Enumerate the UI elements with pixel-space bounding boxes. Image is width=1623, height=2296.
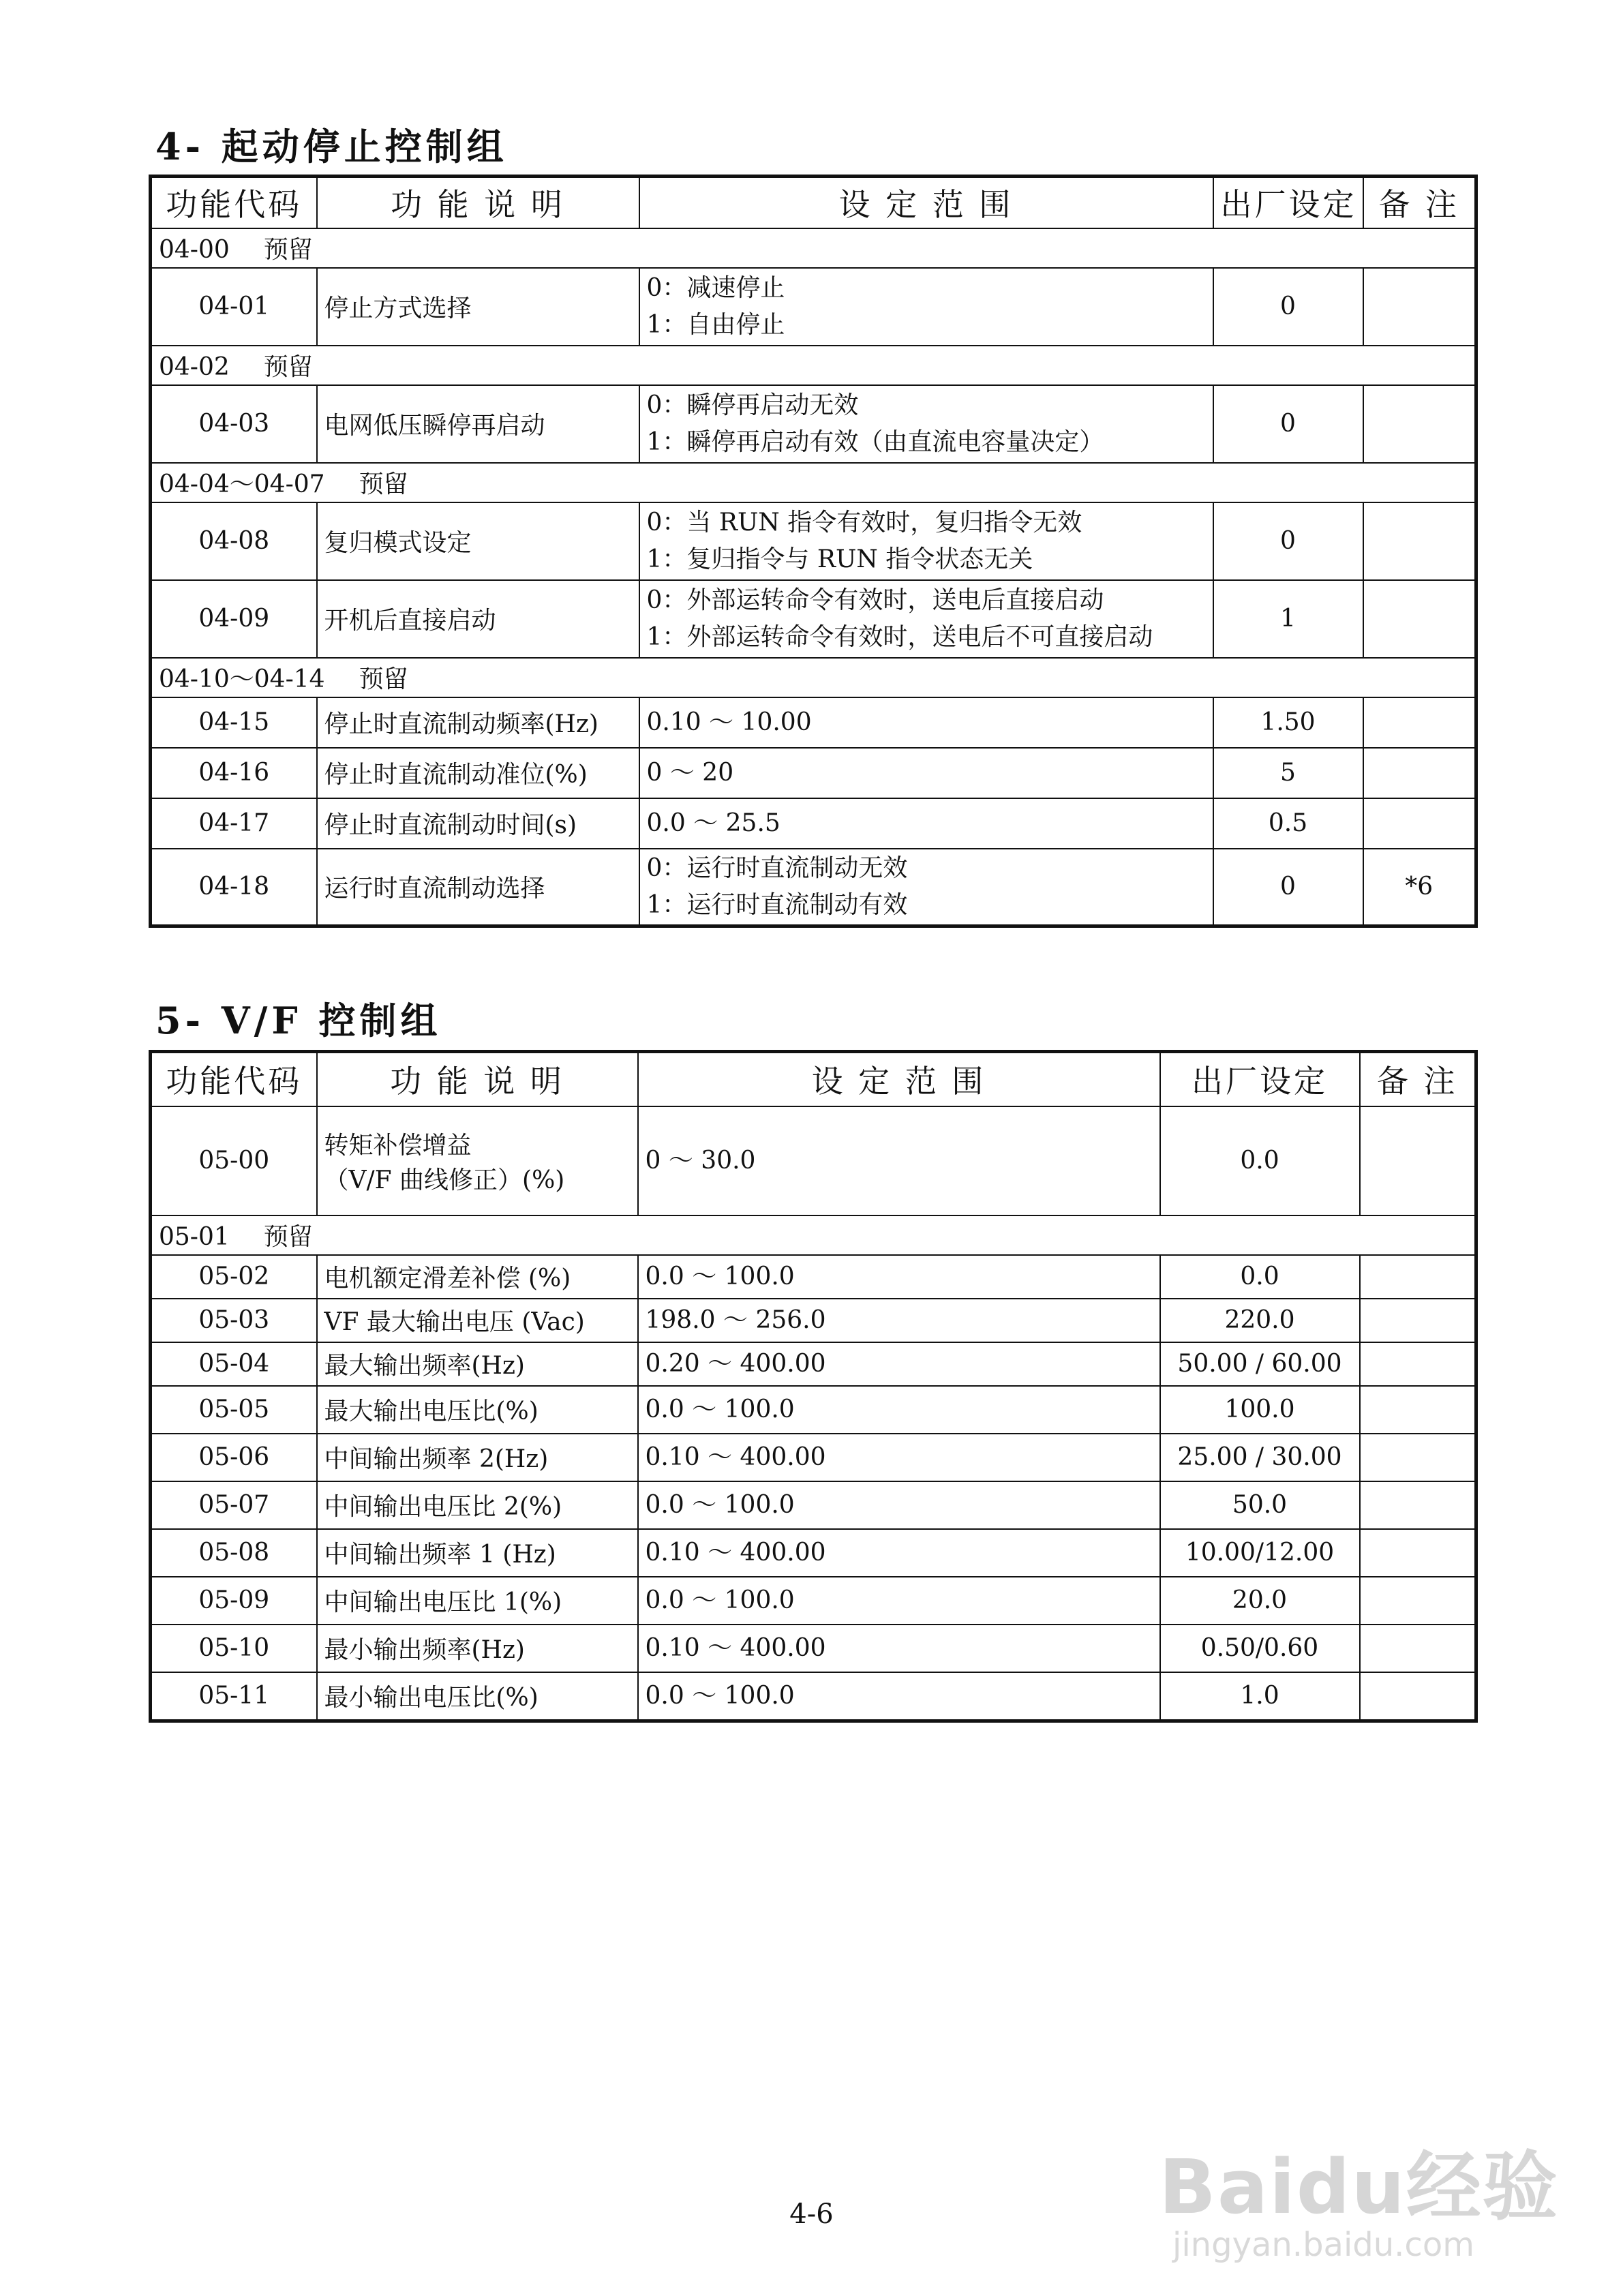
param-range — [639, 502, 1213, 580]
param-range — [638, 1529, 1160, 1577]
table-row — [151, 748, 1476, 798]
watermark-logo: Baidu经验 — [1159, 2143, 1559, 2231]
reserved-label: 预留 — [359, 665, 408, 693]
param-default: 220.0 — [1160, 1299, 1360, 1342]
range-line: 0.0 ～ 100.0 — [645, 1490, 795, 1519]
param-note — [1360, 1672, 1476, 1721]
param-note — [1363, 798, 1476, 849]
param-code: 04-01 — [151, 268, 317, 346]
param-note — [1363, 502, 1476, 580]
param-range — [638, 1342, 1160, 1386]
param-default: 1.0 — [1160, 1672, 1360, 1721]
param-note — [1360, 1481, 1476, 1529]
header-desc: 功 能 说 明 — [317, 177, 639, 228]
param-description — [317, 1106, 638, 1215]
header-default: 出厂设定 — [1213, 177, 1363, 228]
range-line: 0：外部运转命令有效时，送电后直接启动 — [646, 586, 1104, 614]
param-description: 中间输出频率 2(Hz) — [317, 1434, 638, 1481]
param-range — [638, 1672, 1160, 1721]
range-line: 0：瞬停再启动无效 — [646, 391, 859, 419]
section-4-title: 4- 起动停止控制组 — [155, 125, 508, 168]
header-default: 出厂设定 — [1160, 1052, 1360, 1106]
param-range — [638, 1106, 1160, 1215]
param-code: 05-07 — [151, 1481, 317, 1529]
param-default: 0.50/0.60 — [1160, 1625, 1360, 1672]
param-code: 04-00 — [159, 236, 230, 264]
param-note — [1363, 385, 1476, 463]
param-code: 04-16 — [151, 748, 317, 798]
param-default: 25.00 / 30.00 — [1160, 1434, 1360, 1481]
param-default: 0 — [1213, 385, 1363, 463]
param-note: *6 — [1363, 849, 1476, 926]
param-code: 04-04～04-07 — [159, 470, 325, 498]
param-range — [639, 798, 1213, 849]
param-description: 电机额定滑差补偿 (%) — [317, 1255, 638, 1299]
param-note — [1360, 1299, 1476, 1342]
param-description: 最大输出频率(Hz) — [317, 1342, 638, 1386]
param-description: 停止方式选择 — [317, 268, 639, 346]
param-code: 05-06 — [151, 1434, 317, 1481]
range-line: 0 ～ 20 — [646, 758, 734, 787]
reserved-row — [151, 463, 1476, 502]
range-line: 0.0 ～ 100.0 — [645, 1681, 795, 1710]
param-description: 中间输出电压比 2(%) — [317, 1481, 638, 1529]
param-default: 5 — [1213, 748, 1363, 798]
param-note — [1363, 580, 1476, 658]
reserved-label: 预留 — [263, 1223, 313, 1251]
reserved-label: 预留 — [263, 353, 313, 381]
table-row — [151, 1672, 1476, 1721]
param-code: 04-08 — [151, 502, 317, 580]
param-description: VF 最大输出电压 (Vac) — [317, 1299, 638, 1342]
table-row — [151, 1255, 1476, 1299]
param-range — [638, 1299, 1160, 1342]
watermark-url: jingyan.baidu.com — [1172, 2226, 1474, 2264]
param-code: 04-03 — [151, 385, 317, 463]
header-note: 备 注 — [1360, 1052, 1476, 1106]
table-row — [151, 268, 1476, 346]
param-description: 停止时直流制动时间(s) — [317, 798, 639, 849]
param-default: 0 — [1213, 268, 1363, 346]
section-5-table — [149, 1050, 1478, 1723]
range-line: 0.20 ～ 400.00 — [645, 1349, 826, 1378]
range-line: 0.0 ～ 100.0 — [645, 1586, 795, 1614]
param-range — [638, 1625, 1160, 1672]
param-description: 运行时直流制动选择 — [317, 849, 639, 926]
watermark — [1159, 2113, 1559, 2264]
param-default: 10.00/12.00 — [1160, 1529, 1360, 1577]
param-code: 05-09 — [151, 1577, 317, 1625]
param-range — [638, 1434, 1160, 1481]
param-default: 0.0 — [1160, 1106, 1360, 1215]
param-code: 05-01 — [159, 1223, 230, 1251]
header-desc: 功 能 说 明 — [317, 1052, 638, 1106]
table-row — [151, 798, 1476, 849]
param-range — [639, 580, 1213, 658]
table-row — [151, 697, 1476, 748]
range-line: 0.10 ～ 400.00 — [645, 1538, 826, 1567]
param-description: 电网低压瞬停再启动 — [317, 385, 639, 463]
param-code: 05-02 — [151, 1255, 317, 1299]
param-description: 停止时直流制动准位(%) — [317, 748, 639, 798]
range-line: 0：当 RUN 指令有效时，复归指令无效 — [646, 508, 1082, 537]
param-default: 0.5 — [1213, 798, 1363, 849]
param-code: 05-05 — [151, 1386, 317, 1434]
reserved-cell — [151, 1215, 1476, 1255]
param-default: 1.50 — [1213, 697, 1363, 748]
reserved-cell — [151, 228, 1476, 268]
table-row — [151, 1529, 1476, 1577]
param-note — [1360, 1434, 1476, 1481]
param-code: 05-00 — [151, 1106, 317, 1215]
param-range — [638, 1481, 1160, 1529]
reserved-label: 预留 — [263, 236, 313, 264]
table-row — [151, 1106, 1476, 1215]
range-line: 0：运行时直流制动无效 — [646, 854, 908, 882]
param-note — [1360, 1106, 1476, 1215]
param-description: 最小输出电压比(%) — [317, 1672, 638, 1721]
range-line: 0 ～ 30.0 — [645, 1146, 756, 1175]
param-range — [638, 1255, 1160, 1299]
param-range — [638, 1386, 1160, 1434]
param-code: 05-03 — [151, 1299, 317, 1342]
table-header-row — [151, 1052, 1476, 1106]
param-default: 0 — [1213, 849, 1363, 926]
param-code: 04-09 — [151, 580, 317, 658]
table-row — [151, 1342, 1476, 1386]
param-note — [1360, 1577, 1476, 1625]
param-note — [1360, 1342, 1476, 1386]
table-row — [151, 1625, 1476, 1672]
range-line: 1：复归指令与 RUN 指令状态无关 — [646, 545, 1033, 573]
header-range: 设 定 范 围 — [639, 177, 1213, 228]
param-code: 05-04 — [151, 1342, 317, 1386]
param-note — [1363, 697, 1476, 748]
description-line: （V/F 曲线修正）(%) — [324, 1166, 565, 1194]
param-code: 05-08 — [151, 1529, 317, 1577]
table-row — [151, 1299, 1476, 1342]
param-code: 04-18 — [151, 849, 317, 926]
param-range — [639, 385, 1213, 463]
param-range — [639, 849, 1213, 926]
description-line: 转矩补偿增益 — [324, 1131, 472, 1160]
param-note — [1363, 748, 1476, 798]
param-code: 04-17 — [151, 798, 317, 849]
param-range — [639, 748, 1213, 798]
reserved-label: 预留 — [359, 470, 408, 498]
range-line: 0.10 ～ 400.00 — [645, 1442, 826, 1471]
param-default: 1 — [1213, 580, 1363, 658]
range-line: 1：瞬停再启动有效（由直流电容量决定） — [646, 427, 1104, 456]
table-row — [151, 385, 1476, 463]
range-line: 0.0 ～ 25.5 — [646, 809, 780, 837]
table-row — [151, 580, 1476, 658]
range-line: 0.10 ～ 10.00 — [646, 708, 812, 736]
header-code: 功能代码 — [151, 177, 317, 228]
param-default: 0.0 — [1160, 1255, 1360, 1299]
param-range — [638, 1577, 1160, 1625]
param-note — [1360, 1386, 1476, 1434]
reserved-cell — [151, 463, 1476, 502]
param-default: 100.0 — [1160, 1386, 1360, 1434]
param-description: 中间输出电压比 1(%) — [317, 1577, 638, 1625]
param-default: 0 — [1213, 502, 1363, 580]
param-default: 50.00 / 60.00 — [1160, 1342, 1360, 1386]
header-range: 设 定 范 围 — [638, 1052, 1160, 1106]
param-range — [639, 268, 1213, 346]
param-code: 04-10～04-14 — [159, 665, 325, 693]
param-code: 04-15 — [151, 697, 317, 748]
param-description: 最大输出电压比(%) — [317, 1386, 638, 1434]
table-row — [151, 1577, 1476, 1625]
range-line: 0：减速停止 — [646, 273, 785, 302]
reserved-cell — [151, 658, 1476, 697]
range-line: 1：自由停止 — [646, 310, 785, 339]
reserved-row — [151, 658, 1476, 697]
range-line: 1：外部运转命令有效时，送电后不可直接启动 — [646, 622, 1153, 651]
param-default: 50.0 — [1160, 1481, 1360, 1529]
section-4-table — [149, 175, 1478, 928]
table-row — [151, 1386, 1476, 1434]
table-row — [151, 1481, 1476, 1529]
range-line: 0.10 ～ 400.00 — [645, 1633, 826, 1662]
reserved-cell — [151, 346, 1476, 385]
param-code: 04-02 — [159, 353, 230, 381]
param-note — [1363, 268, 1476, 346]
param-note — [1360, 1529, 1476, 1577]
reserved-row — [151, 346, 1476, 385]
table-row — [151, 849, 1476, 926]
range-line: 0.0 ～ 100.0 — [645, 1262, 795, 1290]
range-line: 198.0 ～ 256.0 — [645, 1305, 826, 1334]
param-description: 停止时直流制动频率(Hz) — [317, 697, 639, 748]
param-code: 05-11 — [151, 1672, 317, 1721]
param-default: 20.0 — [1160, 1577, 1360, 1625]
param-note — [1360, 1255, 1476, 1299]
reserved-row — [151, 1215, 1476, 1255]
param-description: 最小输出频率(Hz) — [317, 1625, 638, 1672]
range-line: 1：运行时直流制动有效 — [646, 890, 908, 919]
param-description: 开机后直接启动 — [317, 580, 639, 658]
table-row — [151, 1434, 1476, 1481]
header-code: 功能代码 — [151, 1052, 317, 1106]
reserved-row — [151, 228, 1476, 268]
range-line: 0.0 ～ 100.0 — [645, 1395, 795, 1423]
table-header-row — [151, 177, 1476, 228]
param-range — [639, 697, 1213, 748]
param-description: 复归模式设定 — [317, 502, 639, 580]
param-code: 05-10 — [151, 1625, 317, 1672]
page-number: 4-6 — [789, 2199, 834, 2230]
param-note — [1360, 1625, 1476, 1672]
table-row — [151, 502, 1476, 580]
section-5-title: 5- V/F 控制组 — [155, 999, 442, 1042]
param-description: 中间输出频率 1 (Hz) — [317, 1529, 638, 1577]
header-note: 备 注 — [1363, 177, 1476, 228]
